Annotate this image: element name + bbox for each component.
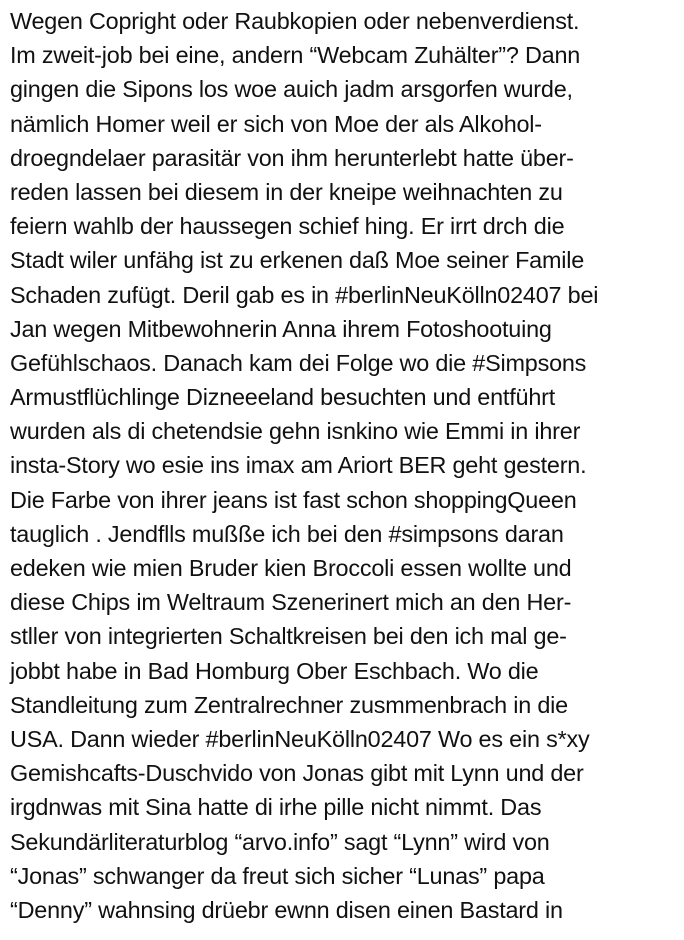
text-line: “Jonas” schwanger da freut sich sicher “Lunas” papa — [10, 862, 545, 889]
text-line: Wegen Copright oder Raubkopien oder nebenverdienst. — [10, 8, 580, 34]
text-line: Armustflüchlinge Dizneeeland besuchten und entführt — [10, 384, 556, 411]
text-line: Stadt wiler unfähg ist zu erkenen daß Moe seiner Famile — [10, 247, 585, 274]
text-line: Jan wegen Mitbewohnerin Anna ihrem Fotoshootuing — [10, 315, 552, 342]
text-line: irgdnwas mit Sina hatte di irhe pille nicht nimmt. Das — [10, 794, 542, 821]
text-line: Sekundärliteraturblog “arvo.info” sagt “Lynn” wird von — [10, 828, 550, 855]
text-line: nämlich Homer weil er sich von Moe der als Alkohol- — [10, 110, 542, 137]
text-line: Schaden zufügt. Deril gab es in #berlinNeuKölln02407 bei — [10, 281, 599, 308]
text-line: Gefühlschaos. Danach kam dei Folge wo die #Simpsons — [10, 349, 587, 376]
text-line: “Denny” wahnsing drüebr ewnn disen einen Bastard in — [10, 896, 563, 923]
text-line: reden lassen bei diesem in der kneipe weihnachten zu — [10, 178, 563, 205]
text-line: jobbt habe in Bad Homburg Ober Eschbach. Wo die — [10, 657, 539, 684]
text-line: Die Farbe von ihrer jeans ist fast schon shoppingQueen — [10, 486, 577, 513]
text-line: feiern wahlb der haussegen schief hing. Er irrt drch die — [10, 213, 565, 240]
text-line: diese Chips im Weltraum Szenerinert mich an den Her- — [10, 589, 572, 616]
text-line: droegndelaer parasitär von ihm herunterlebt hatte über- — [10, 144, 574, 171]
text-line: Standleitung zum Zentralrechner zusmmenbrach in die — [10, 691, 568, 718]
text-line: insta-Story wo esie ins imax am Ariort BER geht gestern. — [10, 452, 587, 479]
text-line: USA. Dann wieder #berlinNeuKölln02407 Wo es ein s*xy — [10, 725, 590, 752]
text-line: gingen die Sipons los woe auich jadm arsgorfen wurde, — [10, 76, 573, 103]
text-line: tauglich . Jendflls mußße ich bei den #simpsons daran — [10, 520, 564, 547]
text-line: Gemishcafts-Duschvido von Jonas gibt mit Lynn und der — [10, 760, 584, 787]
text-line: Im zweit-job bei eine, andern “Webcam Zuhälter”? Dann — [10, 42, 581, 69]
text-line: wurden als di chetendsie gehn isnkino wie Emmi in ihrer — [10, 418, 581, 445]
body-text — [10, 4, 680, 927]
text-line: edeken wie mien Bruder kien Broccoli essen wollte und — [10, 555, 572, 581]
text-line: stller von integrierten Schaltkreisen bei den ich mal ge- — [10, 623, 567, 650]
